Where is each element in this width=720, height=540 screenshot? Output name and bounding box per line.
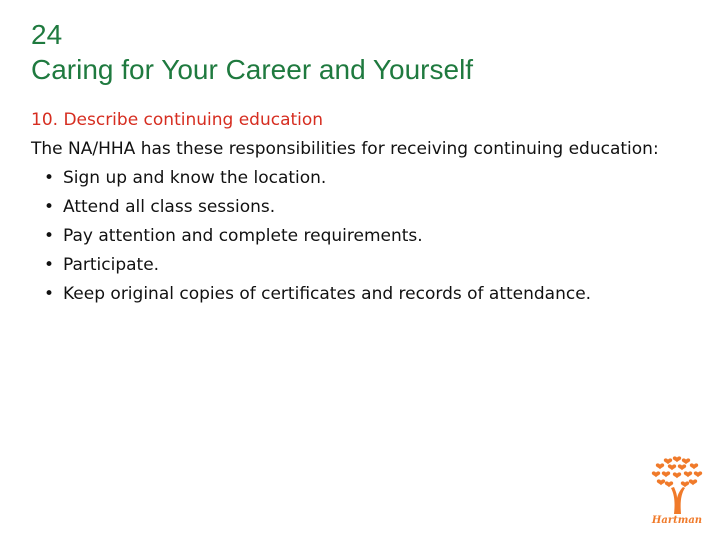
bullet-text: Pay attention and complete requirements. [63,226,423,246]
bullet-text: Attend all class sessions. [63,197,276,217]
bullet-item [31,222,691,251]
bullet-text: Sign up and know the location. [63,168,327,188]
chapter-title: Caring for Your Career and Yourself [31,54,474,85]
logo-text: Hartman [651,515,703,526]
bullet-item [31,164,691,193]
bullet-icon: • [44,226,55,246]
bullet-item [31,280,691,309]
bullet-icon: • [44,168,55,188]
hartman-logo [647,454,707,530]
learning-objective: 10. Describe continuing education [31,110,324,130]
bullet-icon: • [44,197,55,217]
bullet-text: Keep original copies of certificates and records of attendance. [63,284,592,304]
slide-body [31,106,691,309]
bullet-icon: • [44,284,55,304]
chapter-number: 24 [31,19,63,50]
bullet-item [31,193,691,222]
bullet-list [31,164,691,309]
intro-paragraph: The NA/HHA has these responsibilities for receiving continuing education: [31,139,659,159]
bullet-text: Participate. [63,255,160,275]
bullet-icon: • [44,255,55,275]
heart-tree-icon [647,454,707,516]
bullet-item [31,251,691,280]
